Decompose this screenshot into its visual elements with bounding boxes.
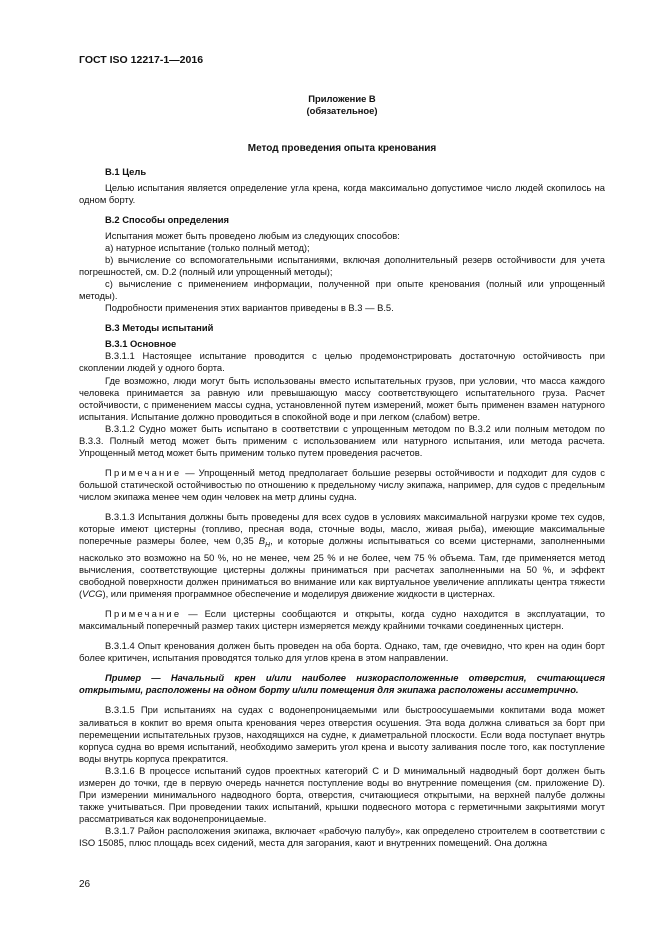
example-text: Пример — Начальный крен и/или наиболее низкорасположенные отверстия, считающиеся открытыми, расположены на одном борту и/или помещения для экипажа расположены ассиметрично.	[79, 672, 605, 696]
paragraph-b313-part-a: В.3.1.3 Испытания должны быть проведены для всех судов в условиях максимальной нагрузки кроме тех судов, которые имеют цистерны (топливо, пресная вода, сточные воды, масло, живая рыба), имеющие максимальные поперечные размеры более, чем 0,35	[79, 510, 605, 547]
document-header: ГОСТ ISO 12217-1—2016	[79, 54, 204, 66]
paragraph-b313	[79, 511, 605, 600]
note-2	[79, 608, 605, 632]
section-b2-item-a: а) натурное испытание (только полный метод);	[105, 242, 310, 254]
paragraph-b314: В.3.1.4 Опыт кренования должен быть проведен на оба борта. Однако, там, где очевидно, что крен на один борт более критичен, испытания проводятся только для углов крена в этом направлении.	[79, 640, 605, 664]
paragraph-b315: В.3.1.5 При испытаниях на судах с водонепроницаемыми или быстроосушаемыми кокпитами вода может заливаться в кокпит во время опыта кренования через отверстия осушения. Эта вода должна сливаться за борт при перемещении испытательных грузов, находящихся на судне, к диаметральной плоскости. Если вода поступает внутрь корпуса судна во время испытаний, необходимо замерить угол крена и высоту заливания после того, как поступление воды внутрь корпуса прекратится.	[79, 704, 605, 764]
annex-title: Приложение В	[308, 93, 376, 104]
annex-main-title: Метод проведения опыта кренования	[247, 143, 437, 154]
document-page	[79, 54, 605, 849]
paragraph-b313-part-b: , и которые должны испытываться со всеми цистернами, заполненными насколько это возможно на 50 %, но не менее, чем 25 % и не более, чем 75 % объема. Там, где применяется метод вычисления, соответствующие цистерны должны приниматься при расчетах заполненными на 50 %, и эффект свободной поверхности должен приниматься во внимание или как виртуальное увеличение аппликаты центра тяжести (	[79, 535, 606, 600]
note-2-text: — Если цистерны сообщаются и открыты, когда судно находится в эксплуатации, то максимальный поперечный размер таких цистерн измеряется между крайними точками соединенных цистерн.	[79, 608, 605, 632]
note-1	[79, 467, 605, 503]
paragraph-b313-part-c: ), или применяя программное обеспечение и моделируя движение жидкости в цистернах.	[102, 588, 496, 600]
section-b2-details: Подробности применения этих вариантов приведены в В.3 — В.5.	[105, 302, 394, 314]
note-label: Примечание	[105, 466, 182, 478]
section-b2-item-b: b) вычисление со вспомогательными испытаниями, включая дополнительный резерв остойчивости для учета погрешностей, см. D.2 (полный или упрощенный методы);	[79, 254, 605, 278]
note-label-2: Примечание	[105, 608, 182, 620]
section-b1-text: Целью испытания является определение угла крена, когда максимально допустимое число людей скопилось на одном борту.	[79, 182, 605, 206]
section-b2-intro: Испытания может быть проведено любым из следующих способов:	[105, 230, 400, 242]
section-b2-heading: В.2 Способы определения	[105, 214, 230, 226]
section-b2-item-c: с) вычисление с применением информации, полученной при опыте кренования (полный или упрощенный методы).	[79, 278, 605, 302]
note-1-text: — Упрощенный метод предполагает большие резервы остойчивости и подходит для судов с большой статической остойчивостью по отношению к предельному числу экипажа, например, для судов с предельным числом экипажа менее чем один человек на метр длины судна.	[79, 466, 605, 502]
breadth-subscript: H	[265, 541, 271, 549]
paragraph-b311-cont: Где возможно, люди могут быть использованы вместо испытательных грузов, при условии, что масса каждого человека принимается за равную или превышающую массу соответствующего испытательного груза. Расчет остойчивости, с применением массы судна, установленной путем измерений, может быть применен взамен натурного испытания. Испытание должно проводиться в спокойной воде и при легком (слабом) ветре.	[79, 374, 605, 422]
paragraph-b311: В.3.1.1 Настоящее испытание проводится с целью продемонстрировать достаточную остойчивость при скоплении людей у одного борта.	[79, 350, 605, 374]
breadth-symbol: B	[258, 535, 266, 547]
page-number: 26	[79, 879, 91, 890]
section-b3-heading: В.3 Методы испытаний	[105, 322, 214, 334]
annex-subtitle: (обязательное)	[306, 105, 378, 116]
section-b31-heading: В.3.1 Основное	[105, 338, 177, 350]
vcg-symbol: VCG	[82, 588, 103, 600]
paragraph-b312: В.3.1.2 Судно может быть испытано в соответствии с упрощенным методом по В.3.2 или полным методом по В.3.3. Полный метод может быть применим с использованием или натурного испытания, или метода расчета. Упрощенный метод может быть применим только путем проведения расчетов.	[79, 422, 605, 458]
paragraph-b316: В.3.1.6 В процессе испытаний судов проектных категорий С и D минимальный надводный борт должен быть измерен до точки, где в первую очередь начнется поступление воды во внутренние помещения (см. приложение D). При измерении минимального надводного борта, отверстия, считающиеся открытыми, на верхней палубе должны также учитываться. При проведении таких испытаний, крышки подвесного мотора с герметичными закрытиями могут рассматриваться как водонепроницаемые.	[79, 764, 605, 824]
paragraph-b317: В.3.1.7 Район расположения экипажа, включает «рабочую палубу», как определено строителем в соответствии с ISO 15085, плюс площадь всех сидений, места для загорания, кают и внутренних помещений. Она должна	[79, 824, 605, 848]
section-b1-heading: В.1 Цель	[105, 166, 147, 177]
